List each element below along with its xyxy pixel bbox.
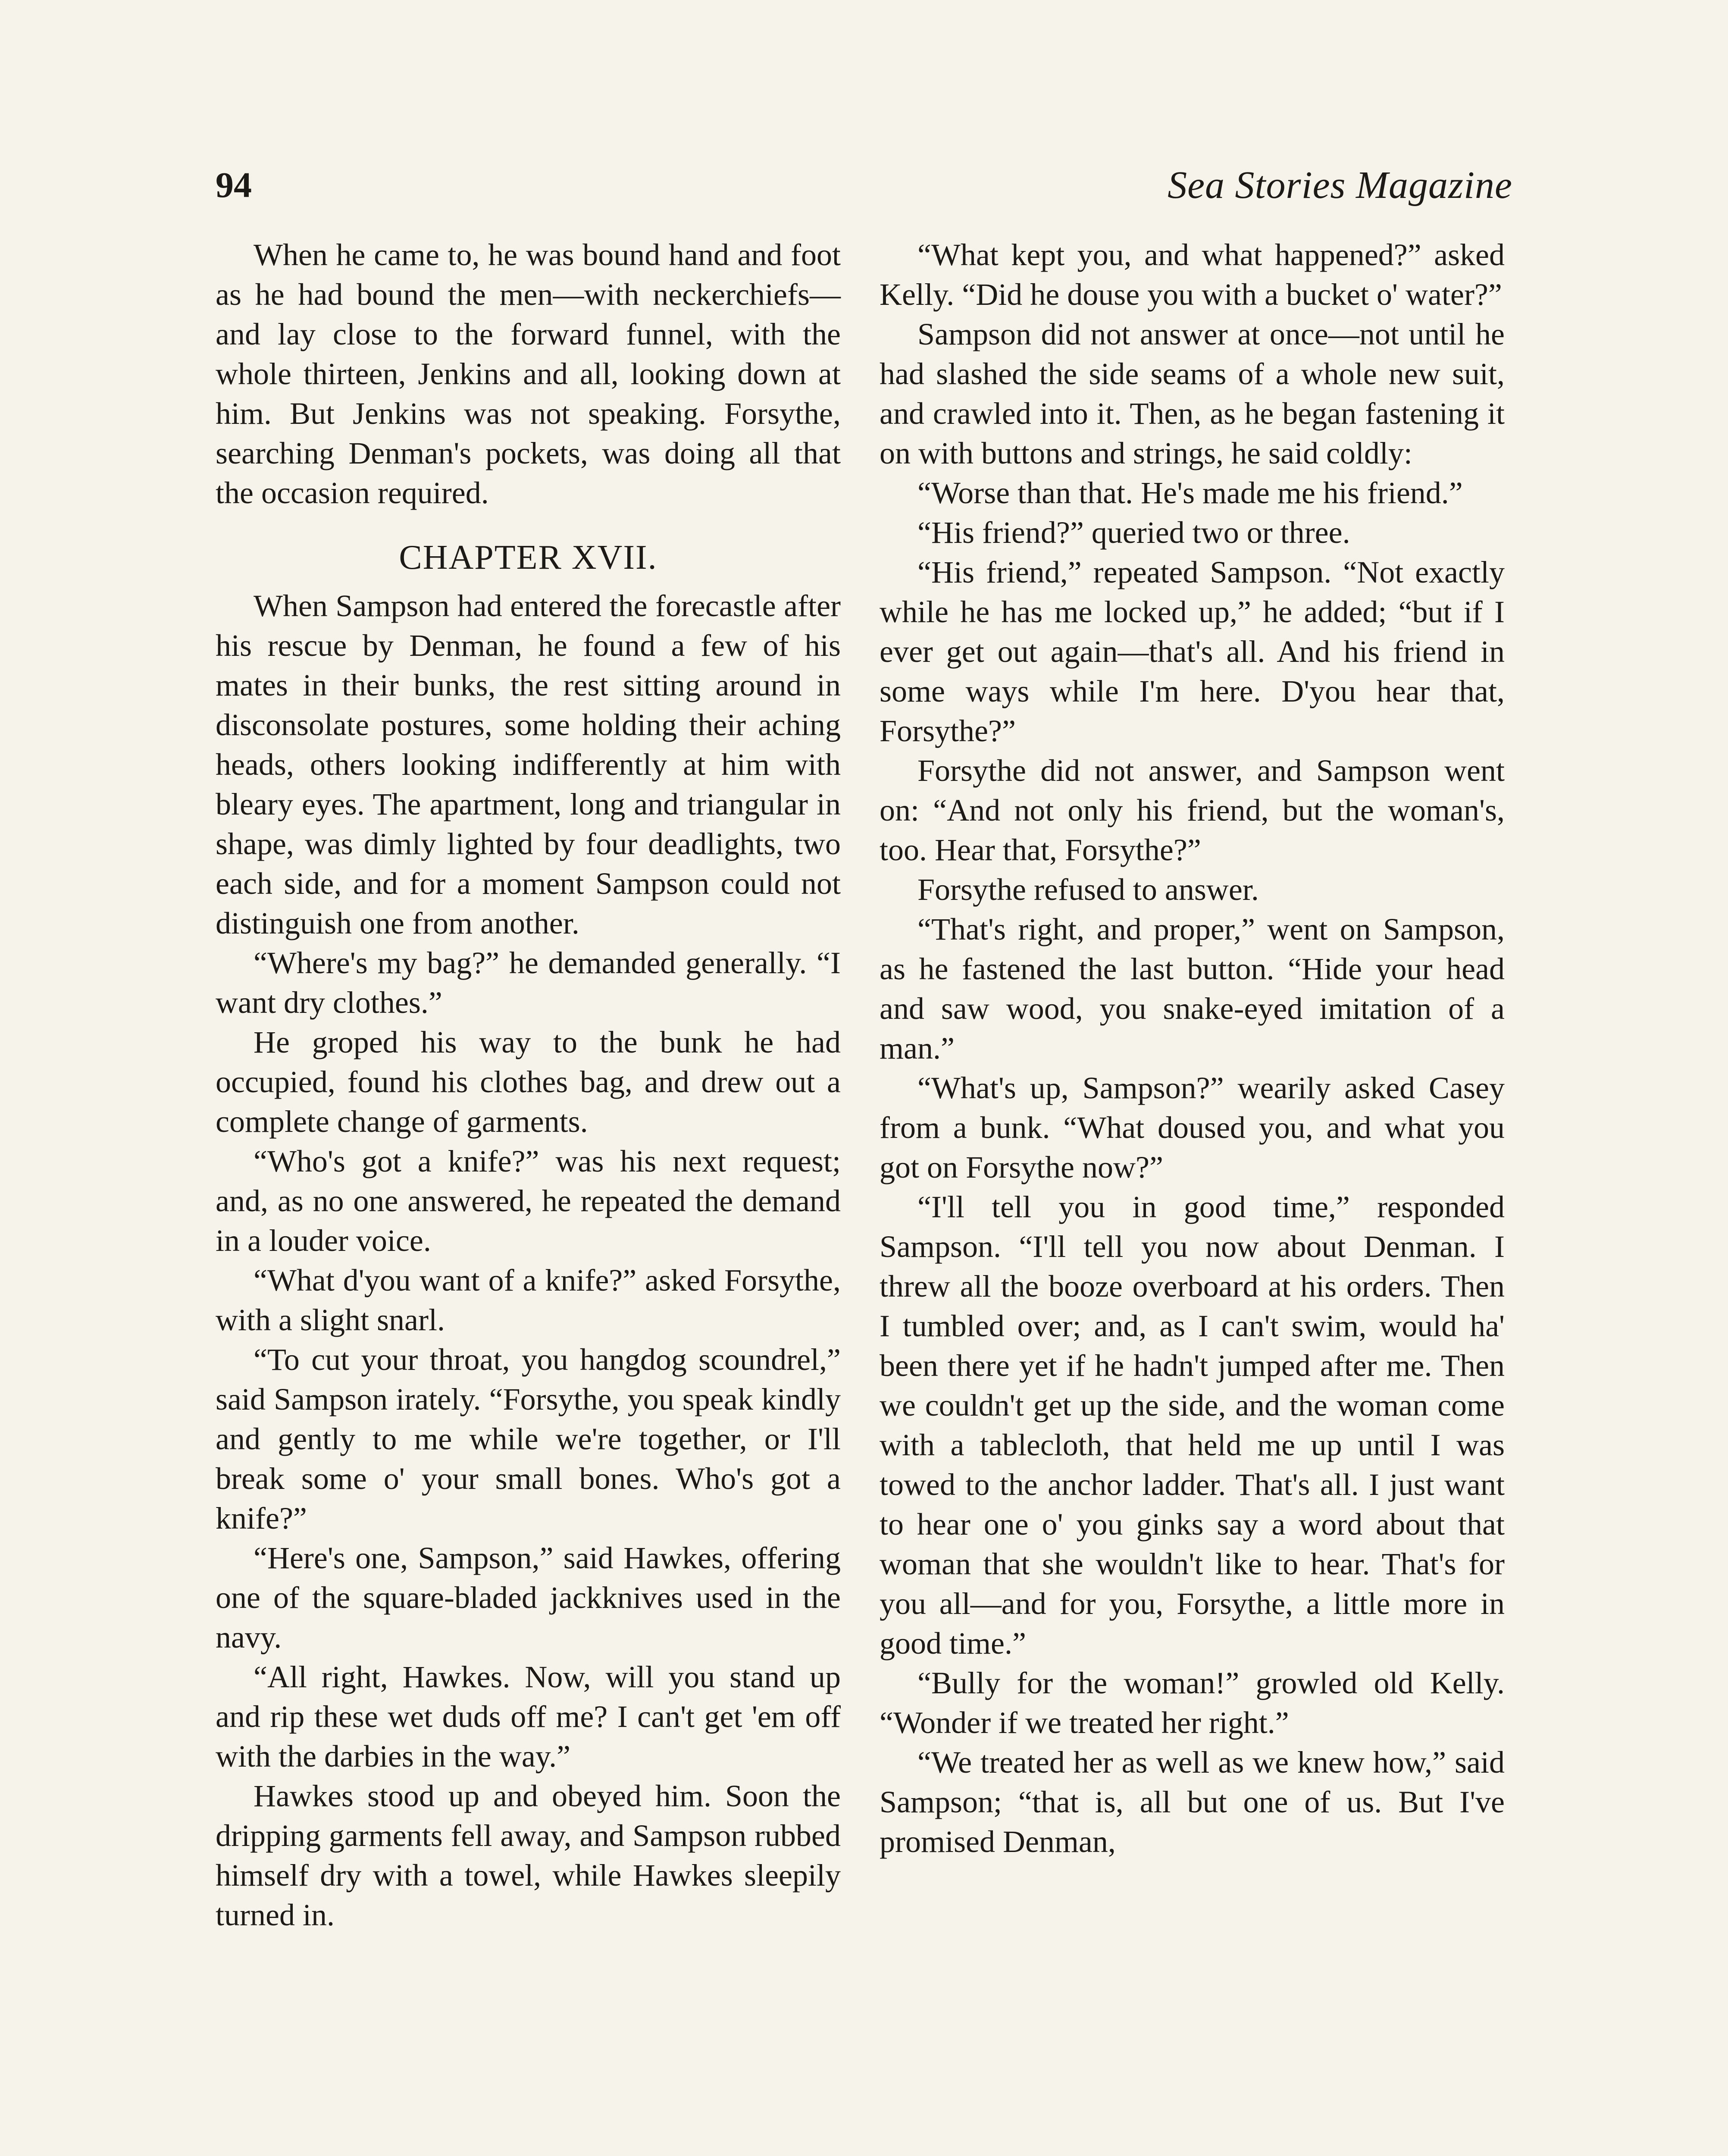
paragraph: “What kept you, and what happened?” asked Kelly. “Did he douse you with a bucket o' water?” [880,238,1505,312]
paragraph: “All right, Hawkes. Now, will you stand up and rip these wet duds off me? I can't get 'em off with the darbies in the way.” [216,1660,841,1774]
paragraph: Forsythe refused to answer. [917,872,1259,907]
paragraph: “Bully for the woman!” growled old Kelly. “Wonder if we treated her right.” [880,1666,1505,1740]
paragraph: “Who's got a knife?” was his next request; and, as no one answered, he repeated the demand in a louder voice. [216,1144,841,1258]
paragraph: “What d'you want of a knife?” asked Forsythe, with a slight snarl. [216,1263,841,1337]
paragraph: “I'll tell you in good time,” responded Sampson. “I'll tell you now about Denman. I threw all the booze overboard at his orders. Then I tumbled over; and, as I can't swim, would ha' been there yet if he hadn't jumped after me. Then we couldn't get up the side, and the woman come with a tablecloth, that held me up until I was towed to the anchor ladder. That's all. I just want to hear one o' you ginks say a word about that woman that she wouldn't like to hear. That's for you all—and for you, Forsythe, a little more in good time.” [880,1190,1505,1661]
paragraph: “That's right, and proper,” went on Sampson, as he fastened the last button. “Hide your head and saw wood, you snake-eyed imitation of a man.” [880,912,1505,1065]
chapter-heading: CHAPTER XVII. [399,539,657,577]
paragraph: When Sampson had entered the forecastle after his rescue by Denman, he found a few of his mates in their bunks, the rest sitting around in disconsolate postures, some holding their aching heads, others looking indifferently at him with bleary eyes. The apartment, long and triangular in shape, was dimly lighted by four deadlights, two each side, and for a moment Sampson could not distinguish one from another. [216,589,841,940]
paragraph: Sampson did not answer at once—not until he had slashed the side seams of a whole new suit, and crawled into it. Then, as he began fastening it on with buttons and strings, he said coldly: [880,317,1505,470]
paragraph: “Where's my bag?” he demanded generally. “I want dry clothes.” [216,946,841,1020]
paragraph: “His friend?” queried two or three. [917,515,1350,550]
paragraph: He groped his way to the bunk he had occupied, found his clothes bag, and drew out a complete change of garments. [216,1025,841,1139]
right-column [880,235,1505,1861]
paragraph: “Worse than that. He's made me his friend.” [917,476,1463,510]
running-title: Sea Stories Magazine [1168,164,1512,207]
page-header [216,160,1512,211]
paragraph: “His friend,” repeated Sampson. “Not exactly while he has me locked up,” he added; “but if I ever get out again—that's all. And his friend in some ways while I'm here. D'you hear that, Forsythe?” [880,555,1505,748]
page-number: 94 [216,165,252,205]
paragraph: Hawkes stood up and obeyed him. Soon the dripping garments fell away, and Sampson rubbed himself dry with a towel, while Hawkes sleepily turned in. [216,1779,841,1932]
paragraph: “What's up, Sampson?” wearily asked Casey from a bunk. “What doused you, and what you got on Forsythe now?” [880,1071,1505,1185]
left-column [216,235,841,1935]
paragraph: When he came to, he was bound hand and foot as he had bound the men—with neckerchiefs—and lay close to the forward funnel, with the whole thirteen, Jenkins and all, looking down at him. But Jenkins was not speaking. Forsythe, searching Denman's pockets, was doing all that the occasion required. [216,238,841,510]
paragraph: “We treated her as well as we knew how,” said Sampson; “that is, all but one of us. But I've promised Denman, [880,1745,1505,1859]
paragraph: Forsythe did not answer, and Sampson went on: “And not only his friend, but the woman's, too. Hear that, Forsythe?” [880,753,1505,867]
paragraph: “To cut your throat, you hangdog scoundrel,” said Sampson irately. “Forsythe, you speak kindly and gently to me while we're together, or I'll break some o' your small bones. Who's got a knife?” [216,1342,841,1536]
paragraph: “Here's one, Sampson,” said Hawkes, offering one of the square-bladed jackknives used in the navy. [216,1541,841,1655]
